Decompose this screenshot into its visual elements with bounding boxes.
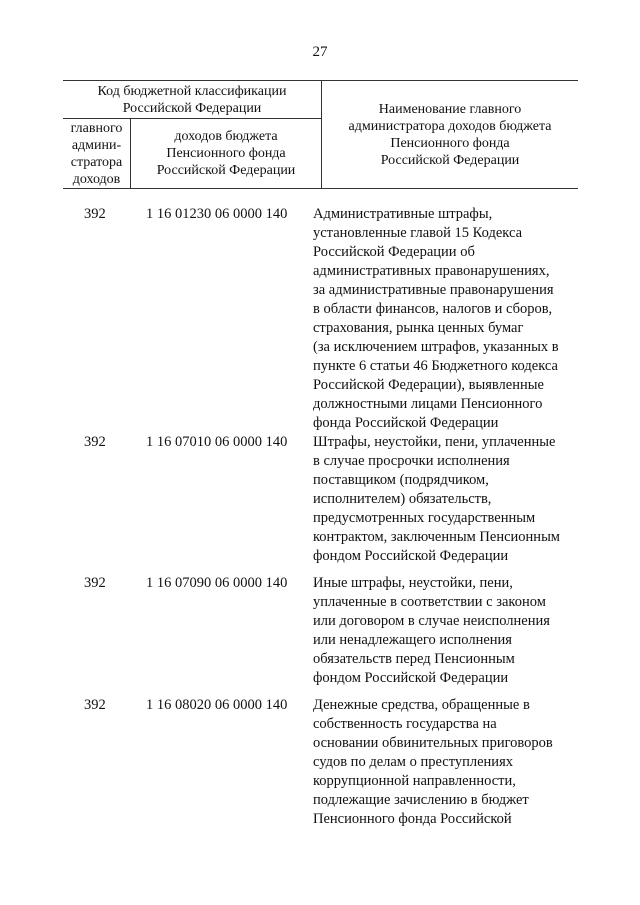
name-line: уплаченные в соответствии с законом bbox=[313, 594, 546, 610]
name-line: предусмотренных государственным bbox=[313, 510, 536, 526]
header-line: главного bbox=[70, 120, 123, 136]
income-code: 1 16 08020 06 0000 140 bbox=[146, 697, 288, 713]
name-line: Российской Федерации об bbox=[313, 244, 475, 260]
name-line: фондом Российской Федерации bbox=[313, 548, 509, 564]
name-line: или договором в случае неисполнения bbox=[313, 613, 550, 629]
name-line: в области финансов, налогов и сборов, bbox=[313, 301, 553, 317]
table-body bbox=[0, 205, 640, 836]
name-line: основании обвинительных приговоров bbox=[313, 735, 553, 751]
name-line: коррупционной направленности, bbox=[313, 773, 516, 789]
table-row bbox=[0, 696, 640, 836]
name-line: установленные главой 15 Кодекса bbox=[313, 225, 523, 241]
page-number: 27 bbox=[312, 44, 328, 60]
header-line: Российской Федерации bbox=[122, 100, 262, 116]
name-line: должностными лицами Пенсионного bbox=[313, 396, 543, 412]
income-name bbox=[313, 433, 581, 566]
name-line: (за исключением штрафов, указанных в bbox=[313, 339, 559, 355]
name-line: подлежащие зачислению в бюджет bbox=[313, 792, 529, 808]
name-line: пункте 6 статьи 46 Бюджетного кодекса bbox=[313, 358, 558, 374]
name-line: собственность государства на bbox=[313, 716, 497, 732]
table-header bbox=[63, 80, 578, 189]
name-line: административных правонарушениях, bbox=[313, 263, 550, 279]
header-line: Пенсионного фонда bbox=[390, 135, 510, 151]
name-line: Административные штрафы, bbox=[313, 206, 493, 222]
name-line: контрактом, заключенным Пенсионным bbox=[313, 529, 560, 545]
income-code: 1 16 07010 06 0000 140 bbox=[146, 434, 288, 450]
name-line: Штрафы, неустойки, пени, уплаченные bbox=[313, 434, 556, 450]
budget-classification-code-header bbox=[63, 81, 322, 119]
header-line: стратора bbox=[70, 154, 123, 170]
header-line: админи- bbox=[71, 137, 122, 153]
name-line: поставщиком (подрядчиком, bbox=[313, 472, 489, 488]
header-line: администратора доходов бюджета bbox=[348, 118, 552, 134]
header-line: Российской Федерации bbox=[156, 163, 296, 178]
administrator-name-header bbox=[322, 81, 579, 189]
name-line: за административные правонарушения bbox=[313, 282, 554, 298]
header-line: Наименование главного bbox=[378, 101, 522, 117]
admin-code: 392 bbox=[84, 206, 106, 222]
name-line: обязательств перед Пенсионным bbox=[313, 651, 515, 667]
name-line: Иные штрафы, неустойки, пени, bbox=[313, 575, 513, 591]
header-line: Российской Федерации bbox=[380, 152, 520, 168]
income-code: 1 16 01230 06 0000 140 bbox=[146, 206, 288, 222]
name-line: фонда Российской Федерации bbox=[313, 415, 499, 431]
income-name bbox=[313, 696, 581, 829]
income-name bbox=[313, 574, 581, 688]
name-line: Денежные средства, обращенные в bbox=[313, 697, 530, 713]
table-row bbox=[0, 205, 640, 433]
income-code: 1 16 07090 06 0000 140 bbox=[146, 575, 288, 591]
name-line: Пенсионного фонда Российской bbox=[313, 811, 512, 827]
header-line: Пенсионного фонда bbox=[166, 146, 286, 161]
name-line: в случае просрочки исполнения bbox=[313, 453, 510, 469]
name-line: исполнителем) обязательств, bbox=[313, 491, 492, 507]
name-line: или ненадлежащего исполнения bbox=[313, 632, 512, 648]
chief-administrator-header bbox=[63, 119, 131, 189]
header-line: Код бюджетной классификации bbox=[97, 83, 287, 99]
name-line: Российской Федерации), выявленные bbox=[313, 377, 544, 393]
table-row bbox=[0, 433, 640, 574]
admin-code: 392 bbox=[84, 434, 106, 450]
header-line: доходов bbox=[72, 171, 121, 187]
admin-code: 392 bbox=[84, 575, 106, 591]
income-name bbox=[313, 205, 581, 433]
name-line: страхования, рынка ценных бумаг bbox=[313, 320, 524, 336]
header-line: доходов бюджета bbox=[174, 129, 278, 144]
name-line: судов по делам о преступлениях bbox=[313, 754, 513, 770]
name-line: фондом Российской Федерации bbox=[313, 670, 509, 686]
table-row bbox=[0, 574, 640, 696]
pension-fund-income-header bbox=[131, 119, 322, 189]
admin-code: 392 bbox=[84, 697, 106, 713]
